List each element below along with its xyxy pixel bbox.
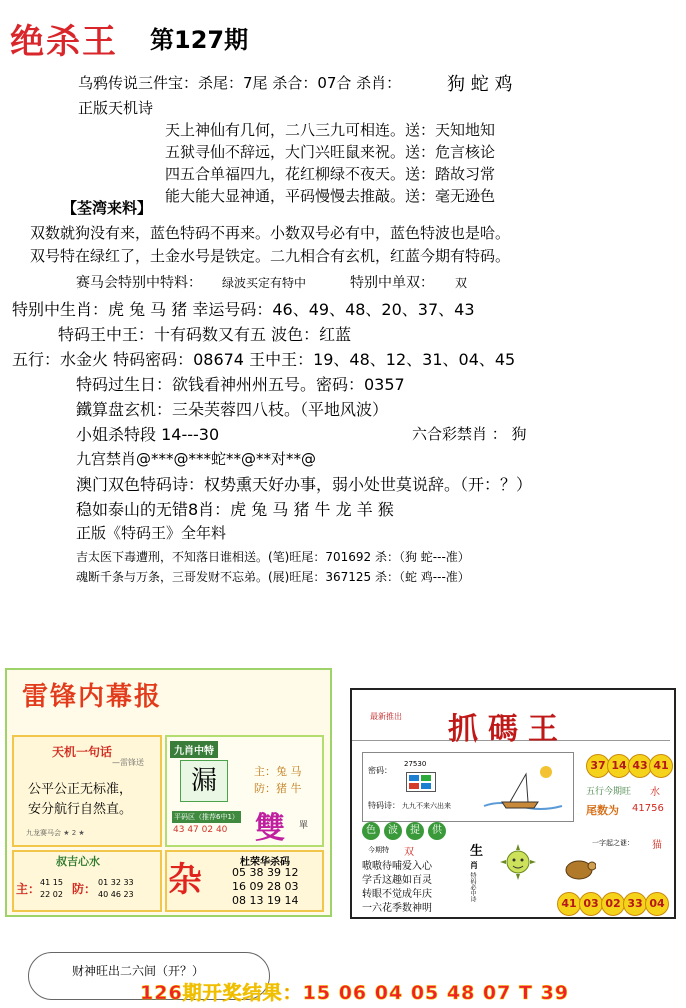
bottom-ball-4: 33 [623,892,647,916]
line-crow-legend: 乌鸦传说三件宝：杀尾：7尾 杀合：07合 杀肖： [78,74,402,92]
line-miss-kill: 小姐杀特段 14---30 [76,425,220,444]
five-element-label: 五行今期旺 [586,787,632,797]
top-ball-3: 43 [628,754,652,778]
line-jockey-value: 绿波买定有特中 [222,276,307,290]
leak-character: 漏 [180,760,228,802]
line-abacus: 鐵算盘玄机：三朵芙蓉四八枝。（平地风波） [76,400,389,419]
heaven-word-sign: —雷锋送 [112,758,144,767]
grab-poem-1: 嗷嗷待哺爱入心 [362,861,432,872]
double-character: 雙 [255,811,285,846]
page-title: 绝杀王 [10,22,118,62]
bottom-ball-5: 04 [645,892,669,916]
line-soul: 魂断千条与万条，三哥发财不忘弟。(展)旺尾：367125 杀：（蛇 鸡---准） [76,570,470,584]
uncle-ji-guard-b: 40 46 23 [98,890,134,899]
turtle-icon [562,852,596,882]
issue-number: 第127期 [150,26,249,54]
grab-code-tag: 最新推出 [370,712,402,721]
top-ball-1: 37 [586,754,610,778]
line-eight-zodiac: 稳如泰山的无错8肖：虎 兔 马 猪 牛 龙 羊 猴 [76,500,394,519]
line-even-dog: 双数就狗没有来，蓝色特码不再来。小数双号必有中，蓝色特波也是哈。 [30,224,511,242]
uncle-ji-title: 叔吉心水 [56,855,100,868]
top-ball-4: 41 [649,754,673,778]
line-odd-even-label: 特别中单双： [350,275,434,291]
grab-poem-2: 学舌这趣如百灵 [362,875,432,886]
poem-line-2: 五狱寻仙不辞远，大门兴旺鼠来祝。送：危言核论 [165,143,496,161]
special-poem-label: 特码诗： [368,801,400,810]
poem-line-1: 天上神仙有几何，二八三九可相连。送：天知地知 [165,121,496,139]
riddle-label: 一字起之谜： [592,839,634,847]
heaven-word-title: 天机一句话 [52,745,113,759]
du-ronghua-row-1: 05 38 39 12 [232,866,299,879]
line-even-green: 双号特在绿红了，土金水号是铁定。二九相合有玄机，红蓝今期有特码。 [30,247,511,265]
line-nine-palace: 九宫禁肖@***@***蛇**@**对**@ [76,450,317,468]
du-ronghua-title: 杜荣华杀码 [240,857,290,868]
bottom-ball-1: 41 [557,892,581,916]
line-crow-zodiac: 狗 蛇 鸡 [447,74,513,95]
special-poem-value: 九九不来六出来 [402,802,451,810]
kill-character: 杂 [168,860,202,900]
line-odd-even-value: 双 [455,276,468,290]
uncle-ji-guard-a: 01 32 33 [98,878,134,887]
line-doctor: 吉太医下毒遭刑，不知落日谁相送。(笔)旺尾：701692 杀：（狗 蛇---准） [76,550,470,564]
nine-zodiac-guard: 防：猪 牛 [254,782,302,795]
tail-number-label: 尾数为 [586,804,619,817]
line-annual-material: 正版《特码王》全年料 [76,524,227,542]
color-tag-2: 波 [384,822,402,840]
line-king-of-kings: 特码王中王：十有码数又有五 波色：红蓝 [58,325,352,344]
flat-code-numbers: 43 47 02 40 [173,825,228,835]
line-five-elements: 五行：水金火 特码密码：08674 王中王：19、48、12、31、04、45 [12,350,516,369]
zodiac-char-1: 生 [470,844,484,859]
single-tag: 單 [299,821,309,831]
this-issue-value: 双 [404,847,414,858]
tail-number-value: 41756 [632,803,664,814]
sailing-illustration-icon [480,760,566,816]
wealth-cloud-text: 财神旺出二六间（开？） [72,964,205,978]
line-zodiac-lucky: 特别中生肖：虎 兔 马 猪 幸运号码：46、49、48、20、37、43 [12,300,475,319]
this-issue-label: 今期特 [368,846,389,854]
logo-icon [406,772,436,792]
du-ronghua-row-2: 16 09 28 03 [232,880,299,893]
grab-poem-4: 一六花季数神明 [362,903,432,914]
sun-icon [498,842,538,882]
uncle-ji-guard-label: 防： [72,882,97,896]
grab-poem-3: 转眼不觉成年庆 [362,889,432,900]
line-macau-poem: 澳门双色特码诗：权势熏天好办事，弱小处世莫说辞。（开：？） [76,475,533,494]
section-tsuen-wan: 【荃湾来料】 [62,199,153,217]
grab-code-title: 抓碼王 [448,712,568,747]
heaven-word-line-1: 公平公正无标准， [28,782,133,797]
draw-result: 126期开奖结果：15 06 04 05 48 07 T 39 [140,982,570,1004]
uncle-ji-main-label: 主： [16,882,41,896]
riddle-value: 猫 [652,840,662,851]
heaven-word-footer: 九龙赛马会 ★ 2 ★ [26,829,85,837]
uncle-ji-main-b: 22 02 [40,890,63,899]
bottom-ball-2: 03 [579,892,603,916]
poem-line-4: 能大能大显神通，平码慢慢去推敲。送：毫无逊色 [165,187,496,205]
color-tag-1: 色 [362,822,380,840]
line-birthday: 特码过生日：欲钱看神州州五号。密码：0357 [76,375,405,394]
line-jockey-label: 赛马会特别中特料： [76,275,202,291]
line-forbidden-zodiac: 六合彩禁肖 ： 狗 [412,425,527,443]
uncle-ji-main-a: 41 15 [40,878,63,887]
bottom-ball-3: 02 [601,892,625,916]
leifeng-title: 雷锋内幕报 [22,682,163,712]
poem-line-3: 四五合单福四九，花红柳绿不夜天。送：踏故习常 [165,165,496,183]
line-poem-heading: 正版天机诗 [78,99,154,117]
du-ronghua-row-3: 08 13 19 14 [232,894,299,907]
password-label: 密码： [368,766,392,775]
nine-zodiac-main: 主：兔 马 [254,765,302,778]
top-ball-2: 14 [607,754,631,778]
heaven-word-line-2: 安分航行自然直。 [28,802,133,817]
password-value: 27530 [404,760,427,768]
five-element-value: 水 [650,787,660,798]
color-tag-4: 供 [428,822,446,840]
color-tag-3: 提 [406,822,424,840]
flat-code-label: 平码区（推荐6中1） [174,813,239,821]
zodiac-char-2: 肖 [470,861,478,870]
grab-side-note: 特码必中诗 [469,872,476,902]
nine-zodiac-title: 九肖中特 [170,741,218,758]
